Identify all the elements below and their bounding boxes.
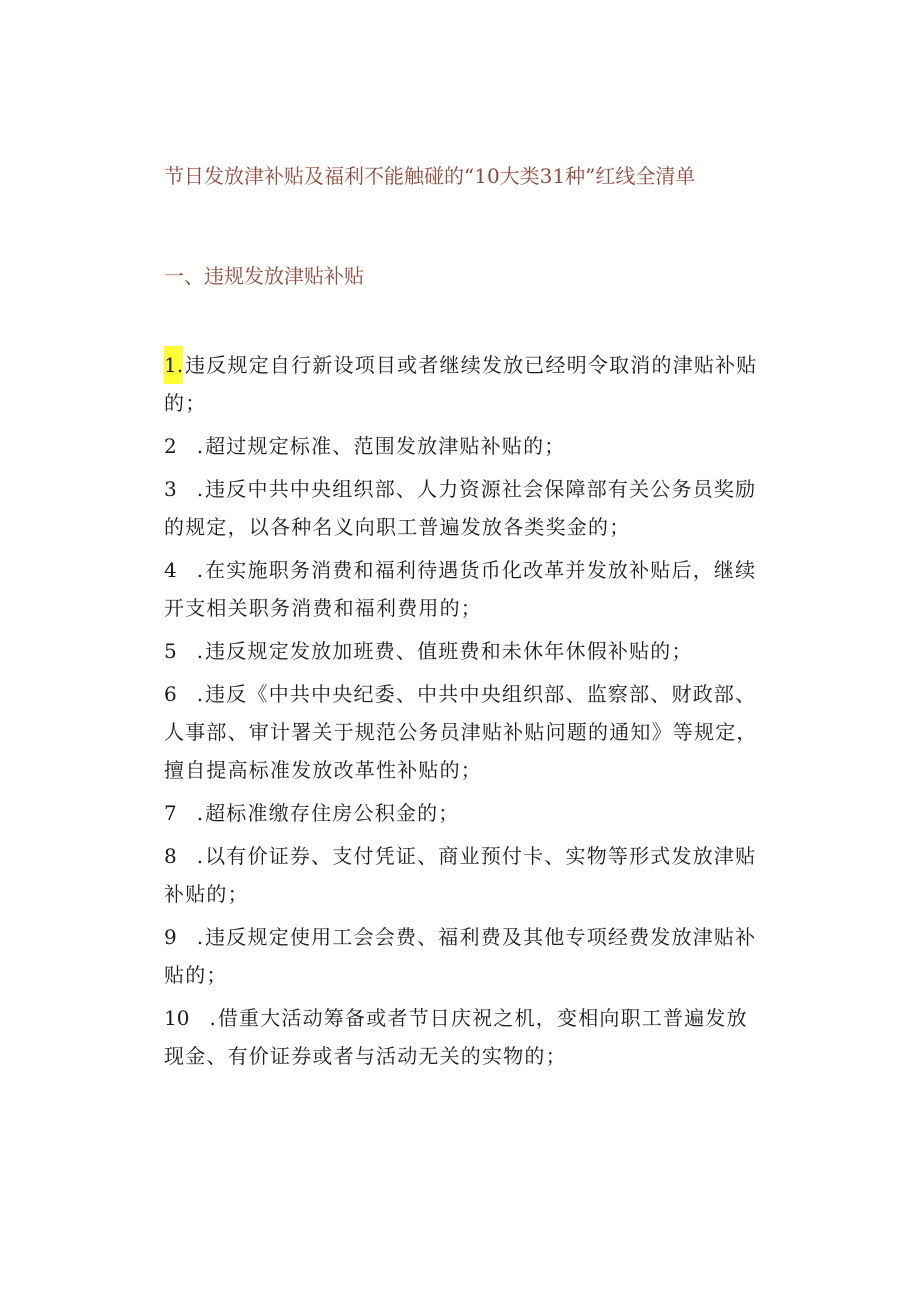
item-text: 借重大活动筹备或者节日庆祝之机，变相向职工普遍发放现金、有价证券或者与活动无关的实物的； <box>164 1006 748 1068</box>
item-text: 在实施职务消费和福利待遇货币化改革并发放补贴后，继续开支相关职务消费和福利费用的； <box>164 558 757 620</box>
item-text: 违反中共中央组织部、人力资源社会保障部有关公务员奖励的规定，以各种名义向职工普遍发放各类奖金的； <box>164 477 757 539</box>
item-number: 6 . <box>164 682 204 706</box>
item-number: 3 . <box>164 477 204 501</box>
list-item <box>164 918 764 994</box>
item-number: 7 . <box>164 801 204 825</box>
item-text: 违反规定发放加班费、值班费和未休年休假补贴的； <box>205 639 693 663</box>
item-text: 超过规定标准、范围发放津贴补贴的； <box>205 434 566 458</box>
list-item <box>164 999 764 1075</box>
item-number: 9 . <box>164 925 204 949</box>
list-item <box>164 632 764 670</box>
list-item <box>164 427 764 465</box>
list-item <box>164 470 764 546</box>
item-text: 超标准缴存住房公积金的； <box>205 801 460 825</box>
item-number: 1. <box>164 346 183 384</box>
list-item <box>164 675 764 789</box>
item-text: 以有价证券、支付凭证、商业预付卡、实物等形式发放津贴补贴的； <box>164 844 757 906</box>
list-item <box>164 551 764 627</box>
item-number: 2 . <box>164 434 204 458</box>
item-list <box>164 346 764 1080</box>
item-number: 4 . <box>164 558 204 582</box>
item-number: 8 . <box>164 844 204 868</box>
list-item <box>164 837 764 913</box>
item-text: 违反规定使用工会会费、福利费及其他专项经费发放津贴补贴的； <box>164 925 757 987</box>
item-text: 违反规定自行新设项目或者继续发放已经明令取消的津贴补贴的； <box>164 353 758 415</box>
item-number: 5 . <box>164 639 204 663</box>
document-title: 节日发放津补贴及福利不能触碰的“10大类31种”红线全清单 <box>164 164 696 188</box>
item-text: 违反《中共中央纪委、中共中央组织部、监察部、财政部、人事部、审计署关于规范公务员津贴补贴问题的通知》等规定，擅自提高标准发放改革性补贴的； <box>164 682 758 782</box>
item-number: 10 . <box>164 1006 216 1030</box>
list-item <box>164 794 764 832</box>
section-heading: 一、违规发放津贴补贴 <box>164 264 364 288</box>
list-item <box>164 346 764 422</box>
